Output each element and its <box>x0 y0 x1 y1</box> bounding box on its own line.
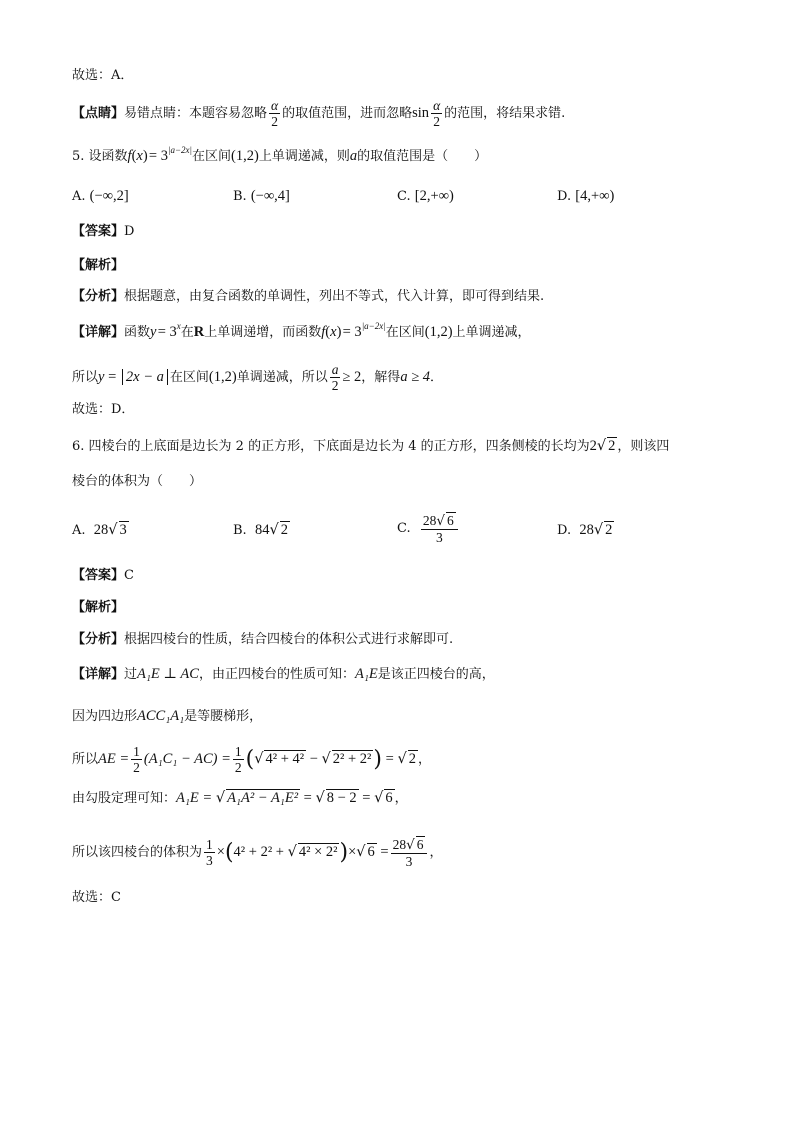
q5-monotone-line: 所以y = 2x − a 在区间(1,2)单调递减，所以 $\frac{a}{2}$ ≥ 2，解得a ≥ 4． <box>72 362 444 393</box>
q5-option-d[interactable]: D. [4,+∞) <box>557 188 615 204</box>
q5-fenxi: 【分析】根据题意，由复合函数的单调性，列出不等式，代入计算，即可得到结果. <box>72 289 545 304</box>
q6-option-a[interactable]: A. 28√ 3 <box>72 522 127 538</box>
fraction-a-half: $\frac{a}{2}$ <box>331 362 339 393</box>
q5-xiangjie: 【详解】函数y = $3^x$在R上单调递增，而函数f(x) = $3^{|a-2x|}$在区间(1,2)上单调递减， <box>72 321 531 340</box>
q5-jiexi: 【解析】 <box>72 258 125 273</box>
q5-conclusion: 故选：D． <box>72 402 135 417</box>
dianjing-line: 【点睛】易错点睛：本题容易忽略 $\frac{\alpha}{2}$ 的取值范围，进而忽略sin $\frac{\alpha}{2}$ 的范围，将结果求错. <box>72 98 566 129</box>
q6-xiangjie: 【详解】过A₁E ⊥ AC，由正四棱台的性质可知：A₁E是该正四棱台的高， <box>72 666 495 682</box>
q5-stem: 5. 设函数f(x) = $3^{|a-2x|}$在区间(1,2)上单调递减，则a的取值范围是（ ） <box>72 145 488 164</box>
q6-stem-line2: 棱台的体积为（ ） <box>72 474 203 489</box>
q6-option-b[interactable]: B. 84√ 2 <box>233 522 288 538</box>
answer-conclusion-prev: 故选：A． <box>72 68 134 83</box>
q5-answer: 【答案】D <box>72 224 135 239</box>
q6-trapezoid-line: 因为四边形ACC₁A₁是等腰梯形， <box>72 708 263 724</box>
q6-ae-line: 所以AE = $\frac{1}{2}$ (A₁C₁ − AC) = $\frac{1}{2}$ (√ 4² + 4² − √ 2² + 2²) = √ 2 ， <box>72 744 431 775</box>
q6-volume-line: 所以该四棱台的体积为 $\frac{1}{3}$ ×(4² + 2² + √ 4² × 2²)×√ 6 = $\frac{28√ 6}{3}$ ， <box>72 837 443 869</box>
q5-option-c[interactable]: C. [2,+∞) <box>397 188 454 204</box>
q6-pythagoras-line: 由勾股定理可知：A₁E = √ A₁A² − A₁E² = √ 8 − 2 = √ 6 ， <box>72 790 408 806</box>
dianjing-tag: 【点睛】 <box>72 106 125 121</box>
q5-option-b[interactable]: B. (−∞,4] <box>233 188 290 204</box>
q6-jiexi: 【解析】 <box>72 600 125 615</box>
q6-option-c[interactable]: C. $\frac{28√ 6}{3}$ <box>397 510 460 548</box>
fraction-alpha-half-2: $\frac{\alpha}{2}$ <box>433 98 441 129</box>
q6-answer: 【答案】C <box>72 568 134 583</box>
q6-stem-line1: 6. 四棱台的上底面是边长为 2 的正方形，下底面是边长为 4 的正方形，四条侧棱的长均为2√ 2 ，则该四 <box>72 438 670 454</box>
q5-option-a[interactable]: A. (−∞,2] <box>72 188 129 204</box>
q6-fenxi: 【分析】根据四棱台的性质，结合四棱台的体积公式进行求解即可. <box>72 632 454 647</box>
q6-option-d[interactable]: D. 28√ 2 <box>557 522 613 538</box>
q6-conclusion: 故选：C <box>72 890 121 905</box>
fraction-alpha-half: $\frac{\alpha}{2}$ <box>271 98 279 129</box>
